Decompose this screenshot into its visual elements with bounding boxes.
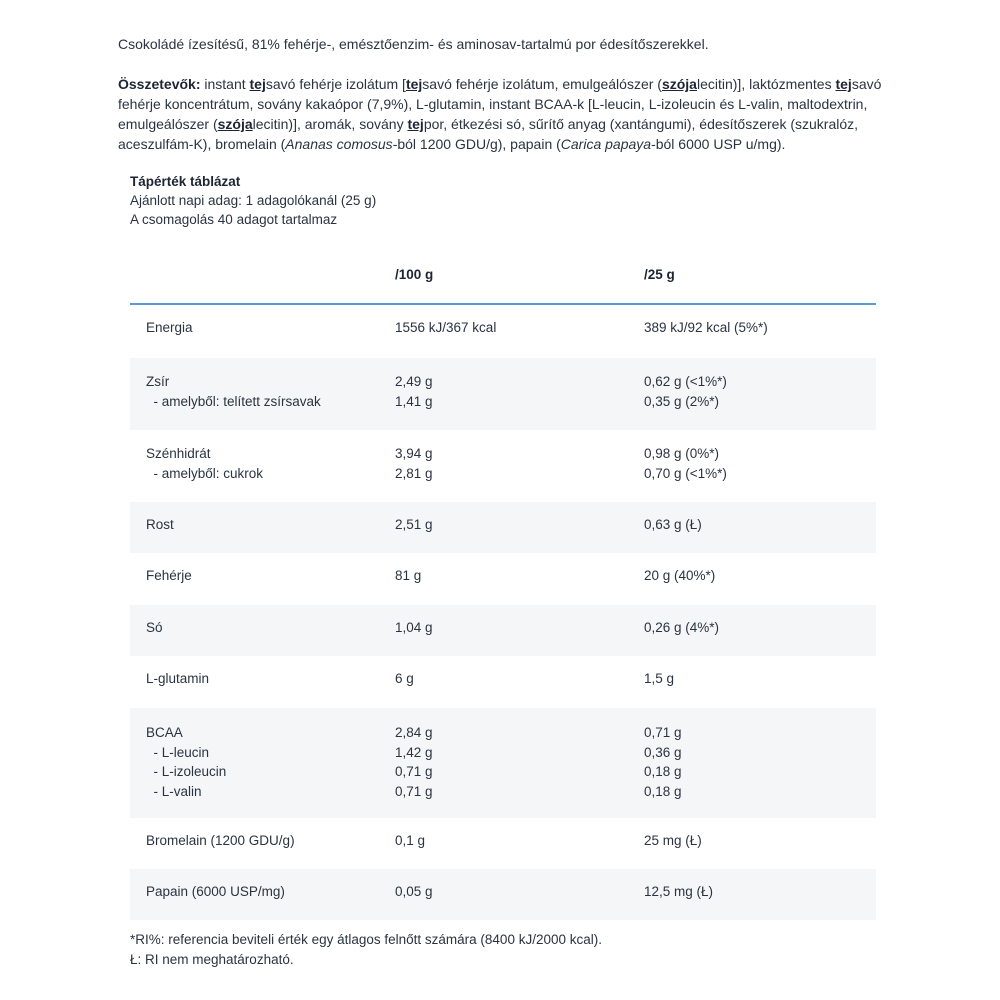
ingredients-text: lecitin)], aromák, sovány bbox=[252, 116, 408, 132]
cell-line: Energia bbox=[146, 320, 193, 335]
cell-line: 1,42 g bbox=[395, 744, 433, 760]
cell-line: Bromelain (1200 GDU/g) bbox=[146, 833, 295, 848]
cell-line: 2,51 g bbox=[395, 517, 433, 532]
value-per25g bbox=[644, 515, 702, 535]
table-row bbox=[130, 553, 876, 605]
cell-line: 6 g bbox=[395, 671, 414, 686]
value-per25g bbox=[644, 372, 727, 411]
table-row bbox=[130, 605, 876, 656]
cell-line: 0,18 g bbox=[644, 783, 682, 799]
cell-line: 1,41 g bbox=[395, 393, 433, 409]
package-servings: A csomagolás 40 adagot tartalmaz bbox=[130, 212, 338, 227]
cell-line: Rost bbox=[146, 517, 174, 532]
table-row bbox=[130, 305, 876, 358]
footnote-ri: *RI%: referencia beviteli érték egy átlagos felnőtt számára (8400 kJ/2000 kcal). bbox=[130, 932, 602, 947]
cell-line: 0,98 g (0%*) bbox=[644, 446, 720, 461]
nutrient-name bbox=[146, 566, 192, 586]
cell-line: 12,5 mg (Ł) bbox=[644, 884, 714, 899]
table-row bbox=[130, 502, 876, 553]
cell-line: - L-valin bbox=[146, 783, 202, 799]
cell-line: 81 g bbox=[395, 568, 422, 583]
value-per100g bbox=[395, 882, 433, 902]
table-header bbox=[130, 257, 876, 305]
cell-line: BCAA bbox=[146, 725, 183, 740]
table-row bbox=[130, 818, 876, 869]
product-description bbox=[118, 34, 888, 154]
value-per25g bbox=[644, 669, 674, 689]
value-per25g bbox=[644, 882, 713, 902]
allergen-milk: tej bbox=[835, 76, 852, 92]
table-row bbox=[130, 430, 876, 502]
table-row bbox=[130, 656, 876, 708]
cell-line: 0,26 g (4%*) bbox=[644, 620, 720, 635]
nutrient-name bbox=[146, 669, 209, 689]
nutrient-name bbox=[146, 372, 321, 411]
allergen-milk: tej bbox=[405, 76, 423, 92]
value-per100g bbox=[395, 515, 433, 535]
cell-line: - amelyből: cukrok bbox=[146, 465, 264, 481]
cell-line: 0,18 g bbox=[644, 764, 682, 779]
latin-name: Carica papaya bbox=[560, 136, 652, 152]
cell-line: 0,71 g bbox=[395, 764, 433, 779]
cell-line: 0,70 g (<1%*) bbox=[644, 465, 727, 481]
cell-line: - L-izoleucin bbox=[146, 764, 227, 779]
cell-line: 0,35 g (2%*) bbox=[644, 393, 720, 409]
value-per25g bbox=[644, 723, 682, 801]
cell-line: 1556 kJ/367 kcal bbox=[395, 320, 497, 335]
table-body bbox=[130, 305, 876, 920]
ingredients-text: lecitin)], laktózmentes bbox=[696, 76, 836, 92]
cell-line: 2,49 g bbox=[395, 374, 433, 389]
value-per100g bbox=[395, 831, 425, 851]
cell-line: Szénhidrát bbox=[146, 446, 211, 461]
nutrient-name bbox=[146, 515, 174, 535]
cell-line: 0,1 g bbox=[395, 833, 426, 848]
column-header-per25g: /25 g bbox=[644, 267, 675, 282]
value-per25g bbox=[644, 618, 719, 638]
ingredients-text: -ból 6000 USP u/mg). bbox=[651, 136, 786, 152]
cell-line: 0,62 g (<1%*) bbox=[644, 374, 727, 389]
value-per100g bbox=[395, 444, 433, 483]
ingredients-text: savó fehérje koncentrátum, sovány kakaópor (7,9%), L-glutamin, instant BCAA-k [L-leucin, L-izoleucin és L-valin, maltodextrin, emulgeálószer ( bbox=[118, 76, 882, 132]
value-per100g bbox=[395, 372, 433, 411]
nutrient-name bbox=[146, 318, 193, 338]
value-per25g bbox=[644, 566, 715, 586]
serving-size: Ajánlott napi adag: 1 adagolókanál (25 g) bbox=[130, 193, 377, 208]
cell-line: 389 kJ/92 kcal (5%*) bbox=[644, 320, 768, 335]
nutrient-name bbox=[146, 882, 285, 902]
cell-line: Fehérje bbox=[146, 568, 192, 583]
ingredients-label: Összetevők: bbox=[118, 76, 201, 92]
cell-line: 0,63 g (Ł) bbox=[644, 517, 702, 532]
cell-line: 3,94 g bbox=[395, 446, 433, 461]
allergen-soy: szója bbox=[217, 116, 253, 132]
value-per100g bbox=[395, 723, 433, 801]
nutrition-table bbox=[130, 257, 876, 920]
ingredients-text: savó fehérje izolátum, emulgeálószer ( bbox=[422, 76, 662, 92]
value-per25g bbox=[644, 831, 702, 851]
ingredients-text: instant bbox=[200, 76, 250, 92]
cell-line: 1,5 g bbox=[644, 671, 675, 686]
cell-line: 0,36 g bbox=[644, 744, 682, 760]
nutrition-title: Tápérték táblázat bbox=[130, 174, 241, 189]
value-per100g bbox=[395, 566, 421, 586]
ingredients-text: -ból 1200 GDU/g), papain ( bbox=[392, 136, 561, 152]
allergen-soy: szója bbox=[661, 76, 697, 92]
table-row bbox=[130, 869, 876, 920]
product-intro: Csokoládé ízesítésű, 81% fehérje-, emésztőenzim- és aminosav-tartalmú por édesítőszerekkel. bbox=[118, 36, 709, 52]
cell-line: 0,05 g bbox=[395, 884, 433, 899]
table-row bbox=[130, 358, 876, 430]
ingredients-text: savó fehérje izolátum [ bbox=[265, 76, 406, 92]
nutrition-header bbox=[130, 172, 376, 229]
table-row bbox=[130, 708, 876, 818]
value-per100g bbox=[395, 318, 496, 338]
value-per100g bbox=[395, 618, 433, 638]
nutrient-name bbox=[146, 831, 295, 851]
footnotes bbox=[130, 930, 602, 969]
cell-line: 0,71 g bbox=[395, 783, 433, 799]
cell-line: 2,81 g bbox=[395, 465, 433, 481]
cell-line: L-glutamin bbox=[146, 671, 210, 686]
cell-line: 0,71 g bbox=[644, 725, 682, 740]
latin-name: Ananas comosus bbox=[285, 136, 393, 152]
allergen-milk: tej bbox=[407, 116, 424, 132]
ingredients-paragraph bbox=[118, 74, 888, 154]
cell-line: - amelyből: telített zsírsavak bbox=[146, 393, 321, 409]
cell-line: 1,04 g bbox=[395, 620, 433, 635]
cell-line: - L-leucin bbox=[146, 744, 210, 760]
value-per25g bbox=[644, 318, 768, 338]
cell-line: Zsír bbox=[146, 374, 170, 389]
value-per100g bbox=[395, 669, 414, 689]
column-header-per100g: /100 g bbox=[395, 267, 434, 282]
value-per25g bbox=[644, 444, 727, 483]
allergen-milk: tej bbox=[249, 76, 266, 92]
footnote-not-determined: Ł: RI nem meghatározható. bbox=[130, 951, 294, 967]
cell-line: 20 g (40%*) bbox=[644, 568, 716, 583]
nutrient-name bbox=[146, 444, 263, 483]
cell-line: Só bbox=[146, 620, 163, 635]
nutrient-name bbox=[146, 618, 163, 638]
ingredients-text: por, étkezési só, sűrítő anyag (xantángumi), édesítőszerek (szukralóz, aceszulfám-K), bromelain ( bbox=[118, 116, 859, 152]
nutrient-name bbox=[146, 723, 226, 801]
cell-line: 25 mg (Ł) bbox=[644, 833, 702, 848]
cell-line: Papain (6000 USP/mg) bbox=[146, 884, 285, 899]
cell-line: 2,84 g bbox=[395, 725, 433, 740]
